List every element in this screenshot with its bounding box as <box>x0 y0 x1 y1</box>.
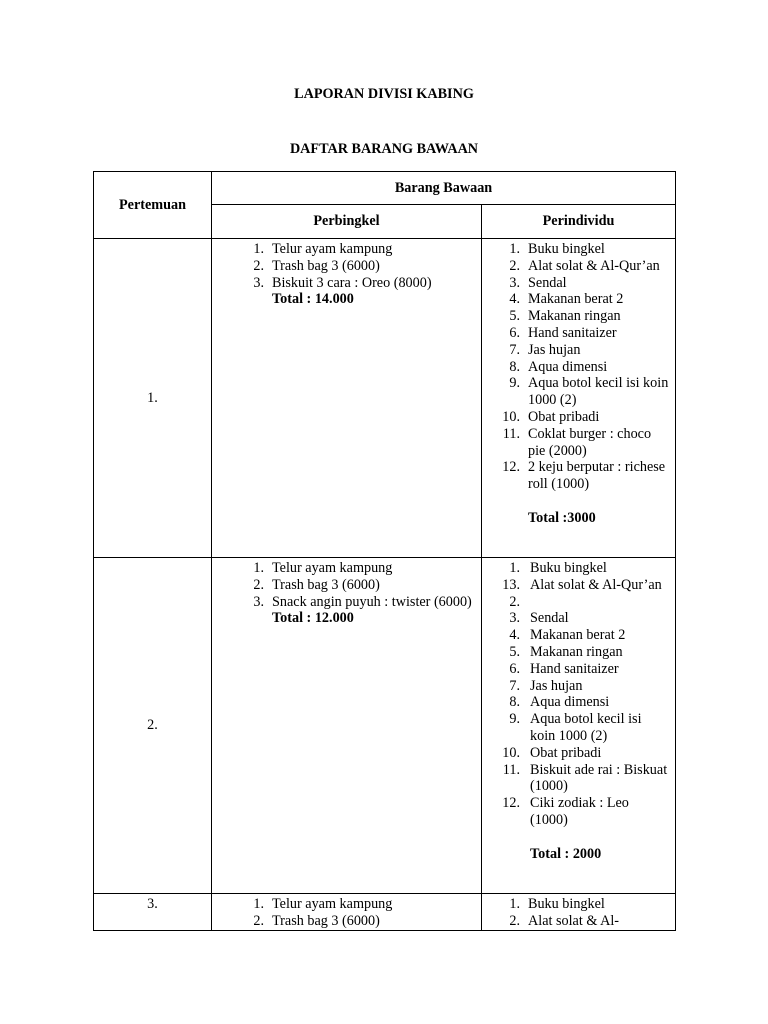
list-item-number: 13. <box>502 576 520 593</box>
list-item-text: Alat solat & Al-Qur’an <box>528 257 660 274</box>
list-item-number: 1. <box>253 241 264 257</box>
list-item <box>240 577 481 594</box>
perbingkel-list <box>212 239 481 291</box>
list-item <box>240 896 481 913</box>
list-item-number: 2. <box>509 593 520 610</box>
list-item-number: 6. <box>509 660 520 677</box>
list-item-number: 9. <box>509 375 520 392</box>
list-item <box>496 560 669 577</box>
list-item-text: Telur ayam kampung <box>272 241 393 257</box>
list-item <box>496 627 669 644</box>
list-item <box>496 342 669 359</box>
perindividu-list <box>482 239 675 493</box>
perindividu-list <box>482 894 675 930</box>
perindividu-cell <box>482 894 676 931</box>
list-item-text: Sendal <box>528 274 567 291</box>
list-item-text: Buku bingkel <box>530 560 607 576</box>
list-item <box>496 291 669 308</box>
list-item-number: 7. <box>509 341 520 358</box>
list-item <box>496 426 669 460</box>
list-item-number: 1. <box>509 241 520 257</box>
list-item-text: Alat solat & Al- <box>528 912 620 929</box>
list-item <box>496 644 669 661</box>
list-item <box>496 275 669 292</box>
list-item <box>496 678 669 695</box>
pertemuan-cell: 1. <box>94 239 212 558</box>
list-item-text: Hand sanitaizer <box>528 324 617 341</box>
list-item <box>240 241 481 258</box>
report-title: LAPORAN DIVISI KABING <box>294 86 474 102</box>
list-item <box>240 913 481 930</box>
list-item <box>496 762 669 796</box>
list-item-text: Trash bag 3 (6000) <box>272 576 380 593</box>
list-item <box>240 275 481 292</box>
perbingkel-total: Total : 12.000 <box>272 610 354 627</box>
list-item-text: Telur ayam kampung <box>272 896 393 912</box>
list-item-number: 11. <box>502 761 520 778</box>
list-item <box>496 913 669 930</box>
perbingkel-list <box>212 894 481 930</box>
list-item <box>496 258 669 275</box>
list-item-number: 10. <box>502 408 520 425</box>
pertemuan-cell: 3. <box>94 894 212 931</box>
list-item-text: Makanan berat 2 <box>528 291 624 308</box>
list-item-text: Jas hujan <box>528 341 581 358</box>
list-item <box>496 459 669 493</box>
list-item-text: Makanan ringan <box>530 643 623 660</box>
list-item-number: 1. <box>253 896 264 912</box>
list-item-text: Aqua dimensi <box>530 694 610 711</box>
perindividu-cell <box>482 558 676 894</box>
perbingkel-cell <box>212 894 482 931</box>
list-item-number: 8. <box>509 358 520 375</box>
list-item-number: 12. <box>502 459 520 476</box>
list-item-number: 1. <box>253 560 264 576</box>
list-item-text: Sendal <box>530 610 569 627</box>
list-item-number: 3. <box>253 274 264 291</box>
list-item <box>496 745 669 762</box>
list-item <box>496 241 669 258</box>
list-item-number: 3. <box>509 610 520 627</box>
list-item-number: 1. <box>509 560 520 576</box>
list-item-text: Trash bag 3 (6000) <box>272 912 380 929</box>
list-item <box>240 258 481 275</box>
perindividu-cell <box>482 239 676 558</box>
list-item-number: 2. <box>253 912 264 929</box>
list-item <box>496 694 669 711</box>
list-item <box>496 325 669 342</box>
list-item-number: 4. <box>509 291 520 308</box>
list-item-number: 4. <box>509 627 520 644</box>
list-item-number: 9. <box>509 711 520 728</box>
items-table <box>93 171 676 931</box>
list-item <box>496 610 669 627</box>
perindividu-total: Total : 2000 <box>530 845 602 862</box>
list-item <box>496 896 669 913</box>
list-item-text: Snack angin puyuh : twister (6000) <box>272 593 472 610</box>
list-item-text: Makanan berat 2 <box>530 627 626 644</box>
list-item-text: Jas hujan <box>530 677 583 694</box>
list-item-number: 2. <box>253 576 264 593</box>
list-item-text <box>520 594 669 611</box>
list-item <box>240 560 481 577</box>
list-item-text: Hand sanitaizer <box>530 660 619 677</box>
header-pertemuan: Pertemuan <box>94 172 212 239</box>
list-item-text: Trash bag 3 (6000) <box>272 257 380 274</box>
list-item-number: 5. <box>509 308 520 325</box>
list-item-text: Telur ayam kampung <box>272 560 393 576</box>
list-item <box>496 594 669 611</box>
list-item-number: 2. <box>253 257 264 274</box>
list-item-number: 2. <box>509 257 520 274</box>
list-item <box>496 661 669 678</box>
perbingkel-total: Total : 14.000 <box>272 291 354 308</box>
list-item-text: Buku bingkel <box>528 896 605 912</box>
header-perindividu: Perindividu <box>482 205 676 239</box>
list-item-text: Biskuit ade rai : Biskuat (1000) <box>530 761 668 795</box>
list-item <box>240 594 481 611</box>
list-item-text: Ciki zodiak : Leo (1000) <box>530 795 629 828</box>
list-item <box>496 375 669 409</box>
list-item-text: Aqua dimensi <box>528 358 608 375</box>
list-item-text: Makanan ringan <box>528 308 621 325</box>
list-item-text: Buku bingkel <box>528 241 605 257</box>
list-item-number: 10. <box>502 744 520 761</box>
list-item-text: Coklat burger : choco pie (2000) <box>528 425 652 459</box>
list-item-number: 8. <box>509 694 520 711</box>
table-row <box>94 558 676 894</box>
pertemuan-cell: 2. <box>94 558 212 894</box>
list-item <box>496 308 669 325</box>
list-item-text: Obat pribadi <box>528 408 600 425</box>
list-item-text: Biskuit 3 cara : Oreo (8000) <box>272 274 432 291</box>
list-item-number: 5. <box>509 643 520 660</box>
list-item <box>496 711 669 745</box>
list-item-number: 3. <box>253 593 264 610</box>
list-item-number: 6. <box>509 324 520 341</box>
list-item-number: 12. <box>502 795 520 812</box>
list-item-text: 2 keju berputar : richese roll (1000) <box>528 459 666 493</box>
table-row <box>94 894 676 931</box>
header-perbingkel: Perbingkel <box>212 205 482 239</box>
list-item <box>496 577 669 594</box>
list-item-number: 1. <box>509 896 520 912</box>
perbingkel-cell <box>212 239 482 558</box>
table-row <box>94 239 676 558</box>
perbingkel-cell <box>212 558 482 894</box>
report-subtitle: DAFTAR BARANG BAWAAN <box>289 141 479 157</box>
perindividu-total: Total :3000 <box>528 509 596 526</box>
list-item-number: 2. <box>509 912 520 929</box>
list-item-number: 7. <box>509 677 520 694</box>
list-item-text: Alat solat & Al-Qur’an <box>530 576 662 593</box>
list-item <box>496 409 669 426</box>
list-item-text: Obat pribadi <box>530 744 602 761</box>
perindividu-list <box>482 558 675 829</box>
header-barang-bawaan: Barang Bawaan <box>212 172 676 205</box>
list-item <box>496 795 669 829</box>
list-item-number: 11. <box>502 425 520 442</box>
list-item-number: 3. <box>509 274 520 291</box>
list-item-text: Aqua botol kecil isi koin 1000 (2) <box>528 375 669 409</box>
list-item <box>496 359 669 376</box>
perbingkel-list <box>212 558 481 610</box>
list-item-text: Aqua botol kecil isi koin 1000 (2) <box>530 711 642 744</box>
